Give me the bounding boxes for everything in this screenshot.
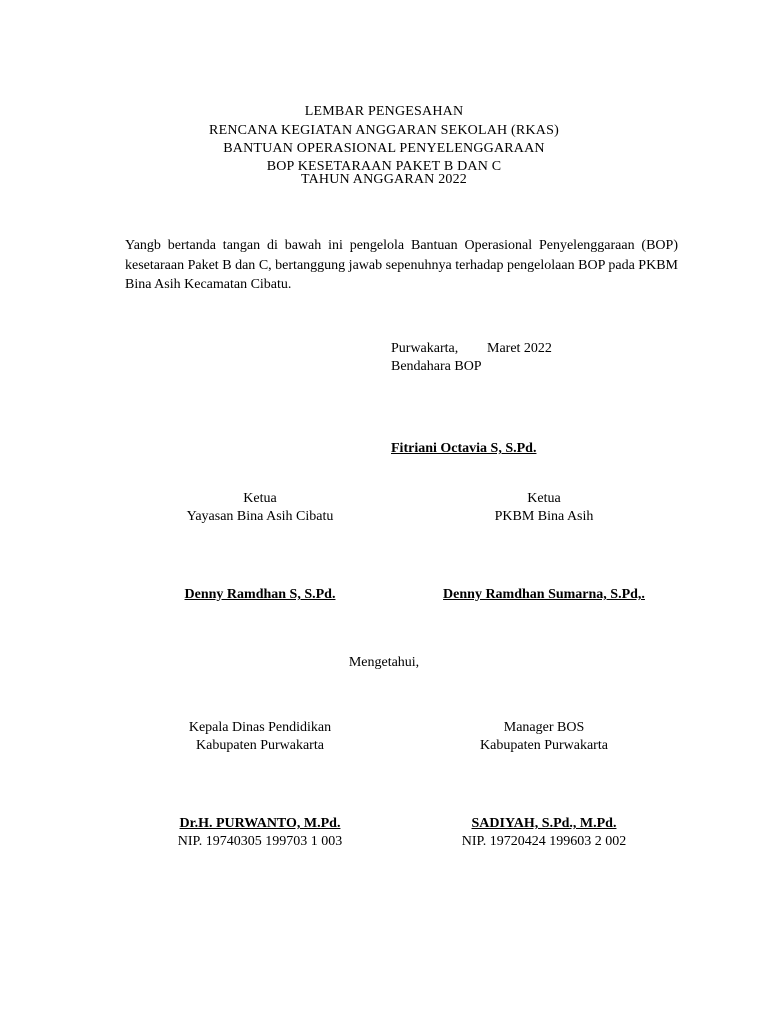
intro-paragraph: Yangb bertanda tangan di bawah ini pengelola Bantuan Operasional Penyelenggaraan (BOP) kesetaraan Paket B dan C, bertanggung jawab sepenuhnya terhadap pengelolaan BOP pada PKBM Bina Asih Kecamatan Cibatu. xyxy=(125,238,678,292)
heading-line-1: LEMBAR PENGESAHAN xyxy=(304,104,464,119)
chair-right-name: Denny Ramdhan Sumarna, S.Pd,. xyxy=(443,587,645,602)
treasurer-date: Maret 2022 xyxy=(487,341,552,356)
heading-line-3: BANTUAN OPERASIONAL PENYELENGGARAAN xyxy=(223,141,545,156)
heading-line-4: BOP KESETARAAN PAKET B DAN C xyxy=(266,159,502,174)
chair-left-title: Ketua xyxy=(243,491,277,506)
official-right-org: Kabupaten Purwakarta xyxy=(480,738,608,753)
official-right-title: Manager BOS xyxy=(503,720,585,735)
official-right-name: SADIYAH, S.Pd., M.Pd. xyxy=(471,816,617,831)
official-right-nip: NIP. 19720424 199603 2 002 xyxy=(461,834,627,849)
official-left-name: Dr.H. PURWANTO, M.Pd. xyxy=(179,816,341,831)
chair-left-name: Denny Ramdhan S, S.Pd. xyxy=(184,587,336,602)
treasurer-title: Bendahara BOP xyxy=(391,359,482,374)
treasurer-place: Purwakarta, xyxy=(391,341,459,356)
acknowledged-label: Mengetahui, xyxy=(348,655,420,670)
heading-line-5: TAHUN ANGGARAN 2022 xyxy=(300,172,467,187)
official-left-title: Kepala Dinas Pendidikan xyxy=(188,720,332,735)
treasurer-name: Fitriani Octavia S, S.Pd. xyxy=(391,441,537,456)
official-left-nip: NIP. 19740305 199703 1 003 xyxy=(177,834,343,849)
heading-line-2: RENCANA KEGIATAN ANGGARAN SEKOLAH (RKAS) xyxy=(209,123,559,138)
chair-right-title: Ketua xyxy=(527,491,561,506)
chair-right-org: PKBM Bina Asih xyxy=(494,509,594,524)
chair-left-org: Yayasan Bina Asih Cibatu xyxy=(186,509,334,524)
official-left-org: Kabupaten Purwakarta xyxy=(196,738,324,753)
